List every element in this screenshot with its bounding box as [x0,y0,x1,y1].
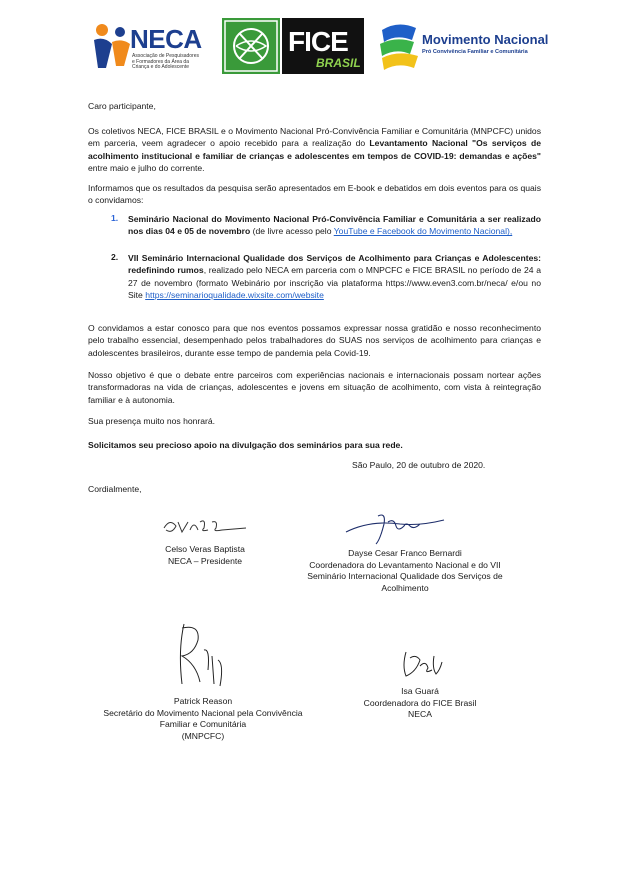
seminario-website-link[interactable]: https://seminarioqualidade.wixsite.com/website [145,289,324,300]
inform-paragraph: Informamos que os resultados da pesquisa serão apresentados em E-book e debatidos em dois eventos para os quais o convidamos: [88,183,541,206]
fice-brasil-label: BRASIL [316,56,361,70]
signature-patrick [170,620,230,690]
signatory-name: Dayse Cesar Franco Bernardi [348,548,462,558]
signatory-role: Secretário do Movimento Nacional pela Convivência [103,707,303,718]
signatory-dayse [290,548,520,594]
mnpcfc-hands-icon [378,20,422,72]
signatory-patrick [88,696,318,742]
request-line: Solicitamos seu precioso apoio na divulgação dos seminários para sua rede. [88,440,403,450]
signatory-name: Isa Guará [401,686,439,696]
neca-wordmark: NECA [130,24,202,54]
signature-dayse [340,510,450,546]
event-1-title: Seminário Nacional do Movimento Nacional Pró-Convivência Familiar e Comunitária a ser realizado nos dias 04 e 05 de novembro [128,214,541,237]
fice-logo [222,18,366,76]
list-item-2 [128,252,541,301]
closing: Cordialmente, [88,484,142,494]
youtube-facebook-link[interactable]: YouTube e Facebook do Movimento Nacional), [333,226,513,237]
intro-text-2: entre maio e julho do corrente. [88,162,205,173]
signatory-isa [350,686,490,721]
neca-logo [90,18,215,76]
intro-paragraph [88,125,541,174]
list-number-2: 2. [111,252,119,262]
even3-url[interactable]: https://www.even3.com.br/neca/ [385,277,508,288]
mnpcfc-logo [378,18,549,76]
greeting: Caro participante, [88,101,156,111]
signatory-celso [140,544,270,567]
fice-box [282,18,364,74]
event-2-title: VII Seminário Internacional Qualidade dos Serviços de Acolhimento para Crianças e Adolescentes: redefinindo rumos [128,253,541,276]
signatory-role: (MNPCFC) [181,730,225,741]
signatory-role: Coordenadora do Levantamento Nacional e do VII [309,559,501,570]
event-1-text: (de livre acesso pelo [250,226,334,237]
signatory-role: NECA – Presidente [167,555,243,566]
neca-figure-icon [90,22,132,72]
list-item-1 [128,213,541,238]
signature-celso [160,514,250,538]
signatory-name: Patrick Reason [173,696,233,706]
event-2-text-2: e/ou no Site [128,277,541,300]
intro-text-1: Os coletivos NECA, FICE BRASIL e o Movimento Nacional Pró-Convivência Familiar e Comunitária (MNPCFC) unidos em parceria, veem agradecer o apoio recebido para a realização do [88,126,541,149]
signatory-role: Coordenadora do FICE Brasil [363,697,477,708]
intro-survey-title: Levantamento Nacional "Os serviços de acolhimento institucional e familiar de crianças e adolescentes em tempos de COVID-19: demandas e ações" [88,138,541,161]
presence-line: Sua presença muito nos honrará. [88,416,216,426]
mnpcfc-subtitle: Pró Convivência Familiar e Comunitária [422,49,528,55]
logo-header [90,18,549,78]
fice-wordmark: FICE [288,26,348,57]
signatory-role: Seminário Internacional Qualidade dos Serviços de [307,571,503,582]
place-date: São Paulo, 20 de outubro de 2020. [352,460,486,470]
signatory-role: Familiar e Comunitária [159,719,247,730]
list-number-1: 1. [111,213,119,223]
signatory-role: NECA [408,709,432,720]
fice-emblem-icon [222,18,280,74]
event-2-text: , realizado pelo NECA em parceria com o MNPCFC e FICE BRASIL no período de 24 a 27 de novembro (formato Webinário por inscrição via plataforma [128,265,541,288]
objective-paragraph: Nosso objetivo é que o debate entre parceiros com experiências nacionais e internacionais possam nortear ações transformadoras na vida de crianças, adolescentes e jovens em situação de acolhimento, com vista à reintegração familiar e à autonomia. [88,370,541,405]
neca-subtitle: Associação de Pesquisadores e Formadores da Área da Criança e do Adolescente [132,53,199,71]
invite-paragraph: O convidamos a estar conosco para que nos eventos possamos expressar nossa gratidão e nosso reconhecimento pelo trabalho essencial, desempenhado pelos trabalhadores do SUAS nos serviços de acolhimento para crianças e adolescentes brasileiros, durante esse tempo de pandemia pela Covid-19. [88,323,541,358]
fice-emblem [222,18,280,74]
mnpcfc-title: Movimento Nacional [422,32,549,47]
signatory-name: Celso Veras Baptista [165,544,245,554]
signatory-role: Acolhimento [381,582,429,593]
signature-isa [398,646,448,682]
